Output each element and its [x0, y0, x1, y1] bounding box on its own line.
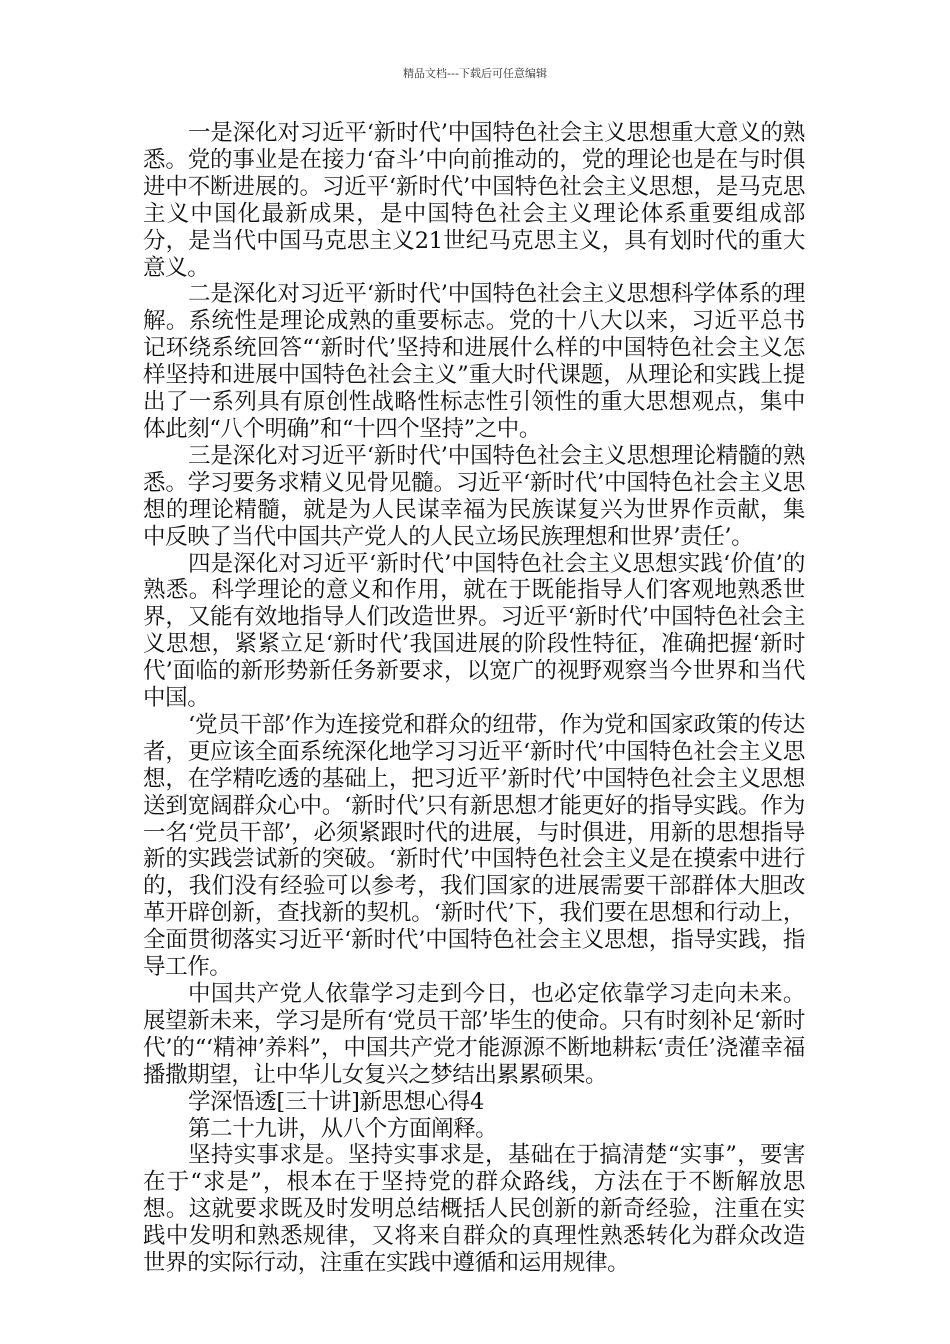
lecture-intro: 第二十九讲，从八个方面阐释。: [188, 1115, 498, 1142]
paragraph-1: 一是深化对习近平‘新时代’中国特色社会主义思想重大意义的熟悉。党的事业是在接力‘奋斗’中向前推动的，党的理论也是在与时俱进中不断进展的。习近平‘新时代’中国特色社会主义思想，是马克思主义中国化最新成果，是中国特色社会主义理论体系重要组成部分，是当代中国马克思主义21世纪马克思主义，具有划时代的重大意义。: [143, 120, 805, 281]
section-heading: 学深悟透[三十讲]新思想心得4: [188, 1088, 484, 1115]
paragraph-6: 中国共产党人依靠学习走到今日，也必定依靠学习走向未来。展望新未来，学习是所有‘党员干部’毕生的使命。只有时刻补足‘新时代’的“‘精神’养料”，中国共产党才能源源不断地耕耘‘责任’浇灌幸福播撒期望，让中华儿女复兴之梦结出累累硕果。: [143, 981, 805, 1088]
paragraph-2: 二是深化对习近平‘新时代’中国特色社会主义思想科学体系的理解。系统性是理论成熟的重要标志。党的十八大以来，习近平总书记环绕系统回答“‘新时代’坚持和进展什么样的中国特色社会主义怎样坚持和进展中国特色社会主义”重大时代课题，从理论和实践上提出了一系列具有原创性战略性标志性引领性的重大思想观点，集中体此刻“八个明确”和“十四个坚持”之中。: [143, 281, 805, 442]
document-body: [143, 120, 805, 1277]
paragraph-3: 三是深化对习近平‘新时代’中国特色社会主义思想理论精髓的熟悉。学习要务求精义见骨见髓。习近平‘新时代’中国特色社会主义思想的理论精髓，就是为人民谋幸福为民族谋复兴为世界作贡献，集中反映了当代中国共产党人的人民立场民族理想和世界’责任’。: [143, 442, 805, 550]
paragraph-4: 四是深化对习近平‘新时代’中国特色社会主义思想实践‘价值’的熟悉。科学理论的意义和作用，就在于既能指导人们客观地熟悉世界，又能有效地指导人们改造世界。习近平‘新时代’中国特色社会主义思想，紧紧立足‘新时代’我国进展的阶段性特征，准确把握‘新时代’面临的新形势新任务新要求，以宽广的视野观察当今世界和当代中国。: [143, 550, 805, 712]
paragraph-7: 坚持实事求是。坚持实事求是，基础在于搞清楚“实事”，要害在于“求是”，根本在于坚持党的群众路线，方法在于不断解放思想。这就要求既及时发明总结概括人民创新的新奇经验，注重在实践中发明和熟悉规律，又将来自群众的真理性熟悉转化为群众改造世界的实际行动，注重在实践中遵循和运用规律。: [143, 1142, 805, 1277]
page-header: 精品文档---下载后可任意编辑: [403, 67, 547, 80]
paragraph-5: ‘党员干部’作为连接党和群众的纽带，作为党和国家政策的传达者，更应该全面系统深化地学习习近平‘新时代’中国特色社会主义思想，在学精吃透的基础上，把习近平’新时代’中国特色社会主义思想送到宽阔群众心中。‘新时代’只有新思想才能更好的指导实践。作为一名‘党员干部’，必须紧跟时代的进展，与时俱进，用新的思想指导新的实践尝试新的突破。‘新时代’中国特色社会主义是在摸索中进行的，我们没有经验可以参考，我们国家的进展需要干部群体大胆改革开辟创新，查找新的契机。‘新时代’下，我们要在思想和行动上，全面贯彻落实习近平‘新时代’中国特色社会主义思想，指导实践，指导工作。: [143, 711, 805, 981]
